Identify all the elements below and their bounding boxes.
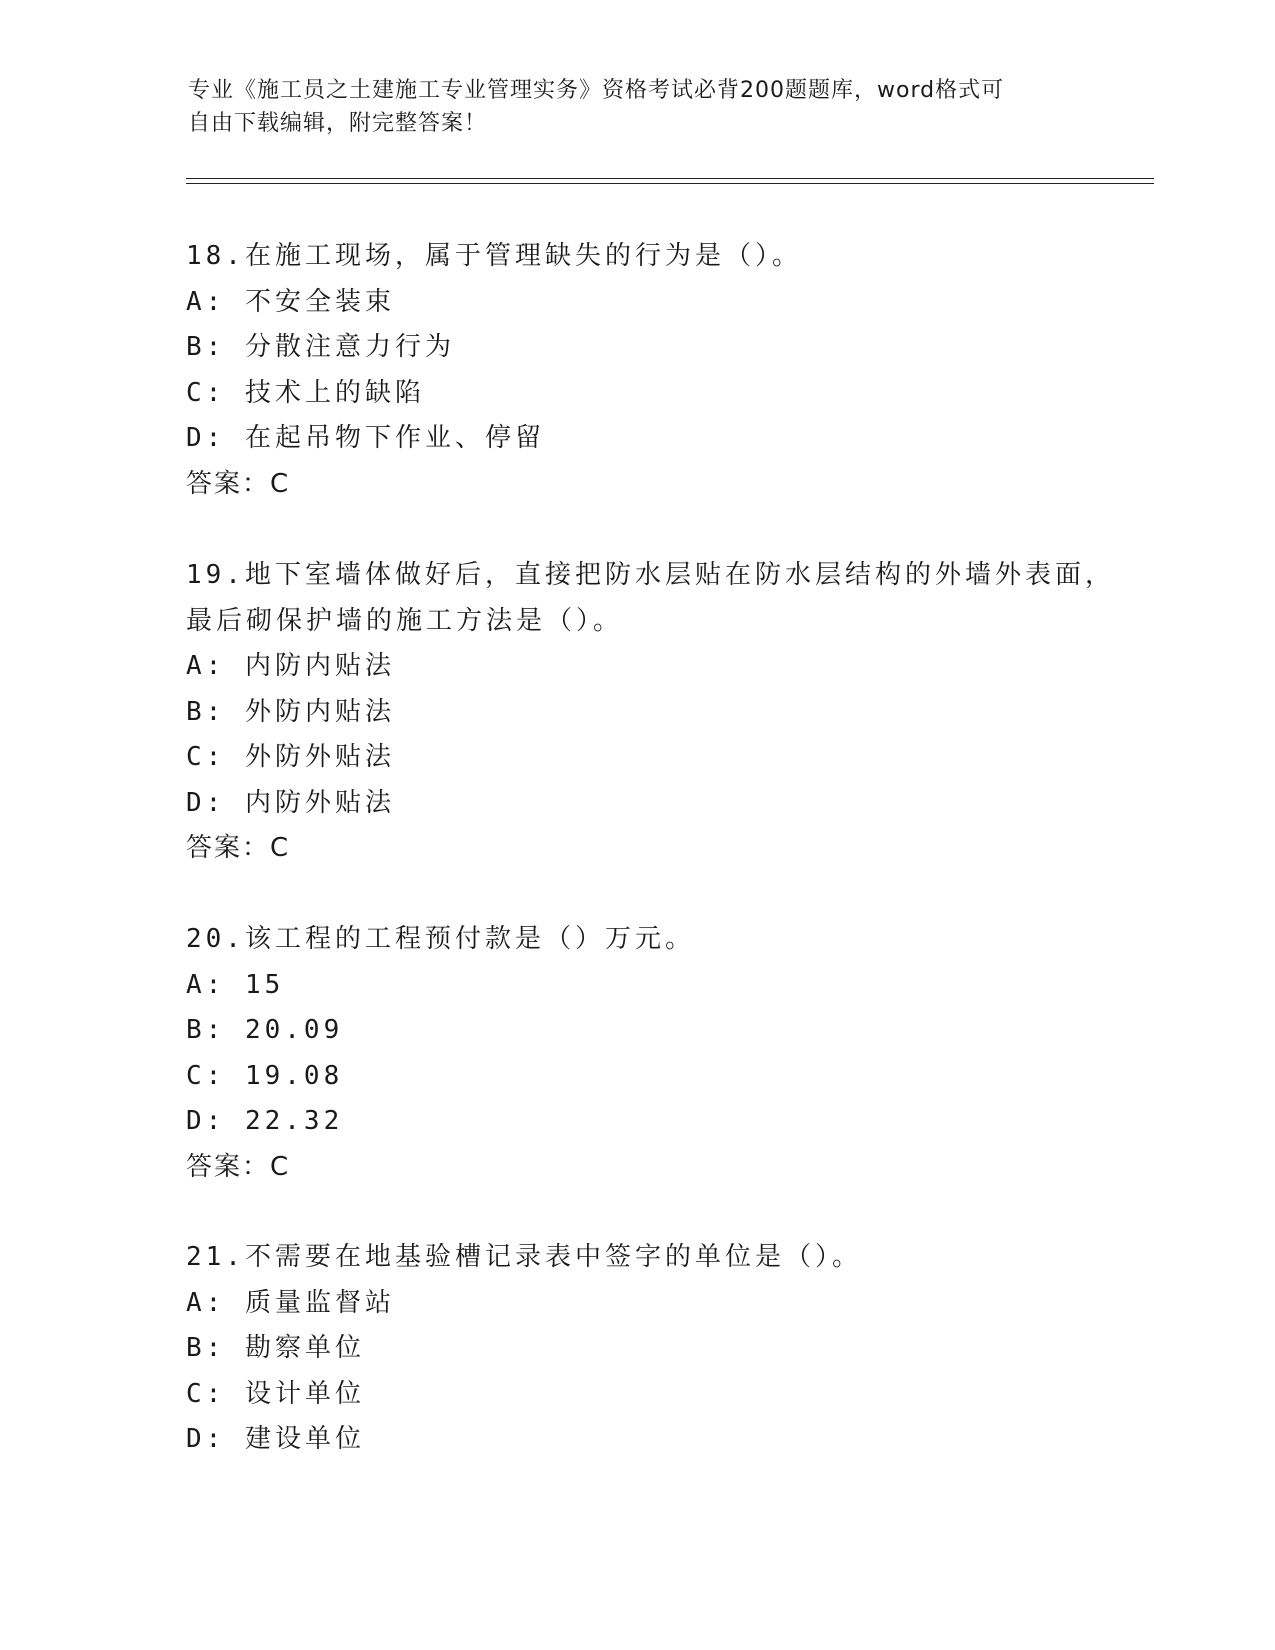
option-a: A: 质量监督站: [186, 1287, 395, 1318]
question-18: [186, 234, 1086, 507]
header-line-1: 专业《施工员之土建施工专业管理实务》资格考试必背200题题库，word格式可: [188, 78, 1005, 103]
header-divider: [186, 178, 1154, 184]
header-line-2: 自由下载编辑，附完整答案！: [188, 111, 488, 136]
option-c: C: 19.08: [186, 1060, 344, 1091]
option-d: D: 在起吊物下作业、停留: [186, 423, 545, 453]
option-a: A: 不安全装束: [186, 286, 395, 317]
option-d: D: 建设单位: [186, 1424, 365, 1454]
option-c: C: 外防外贴法: [186, 742, 395, 772]
option-b: B: 20.09: [186, 1015, 344, 1045]
option-b: B: 勘察单位: [186, 1333, 365, 1363]
answer: 答案：C: [186, 833, 291, 863]
option-b: B: 外防内贴法: [186, 696, 395, 727]
option-c: C: 设计单位: [186, 1378, 365, 1409]
question-stem-line-1: 19.地下室墙体做好后，直接把防水层贴在防水层结构的外墙外表面，: [186, 560, 1115, 590]
option-d: D: 22.32: [186, 1106, 344, 1136]
option-a: A: 内防内贴法: [186, 651, 395, 681]
question-20: [186, 917, 1086, 1190]
answer: 答案：C: [186, 468, 291, 499]
answer: 答案：C: [186, 1151, 291, 1182]
question-19: [186, 553, 1115, 872]
question-stem-line-2: 最后砌保护墙的施工方法是（）。: [186, 605, 624, 636]
option-d: D: 内防外贴法: [186, 787, 395, 818]
option-b: B: 分散注意力行为: [186, 332, 455, 362]
question-21: [186, 1235, 1086, 1463]
question-stem: 18.在施工现场，属于管理缺失的行为是（）。: [186, 241, 802, 271]
document-header: [188, 74, 1068, 140]
question-stem: 21.不需要在地基验槽记录表中签字的单位是（）。: [186, 1242, 862, 1272]
option-a: A: 15: [186, 969, 285, 1000]
question-stem: 20.该工程的工程预付款是（）万元。: [186, 924, 695, 954]
option-c: C: 技术上的缺陷: [186, 377, 425, 408]
